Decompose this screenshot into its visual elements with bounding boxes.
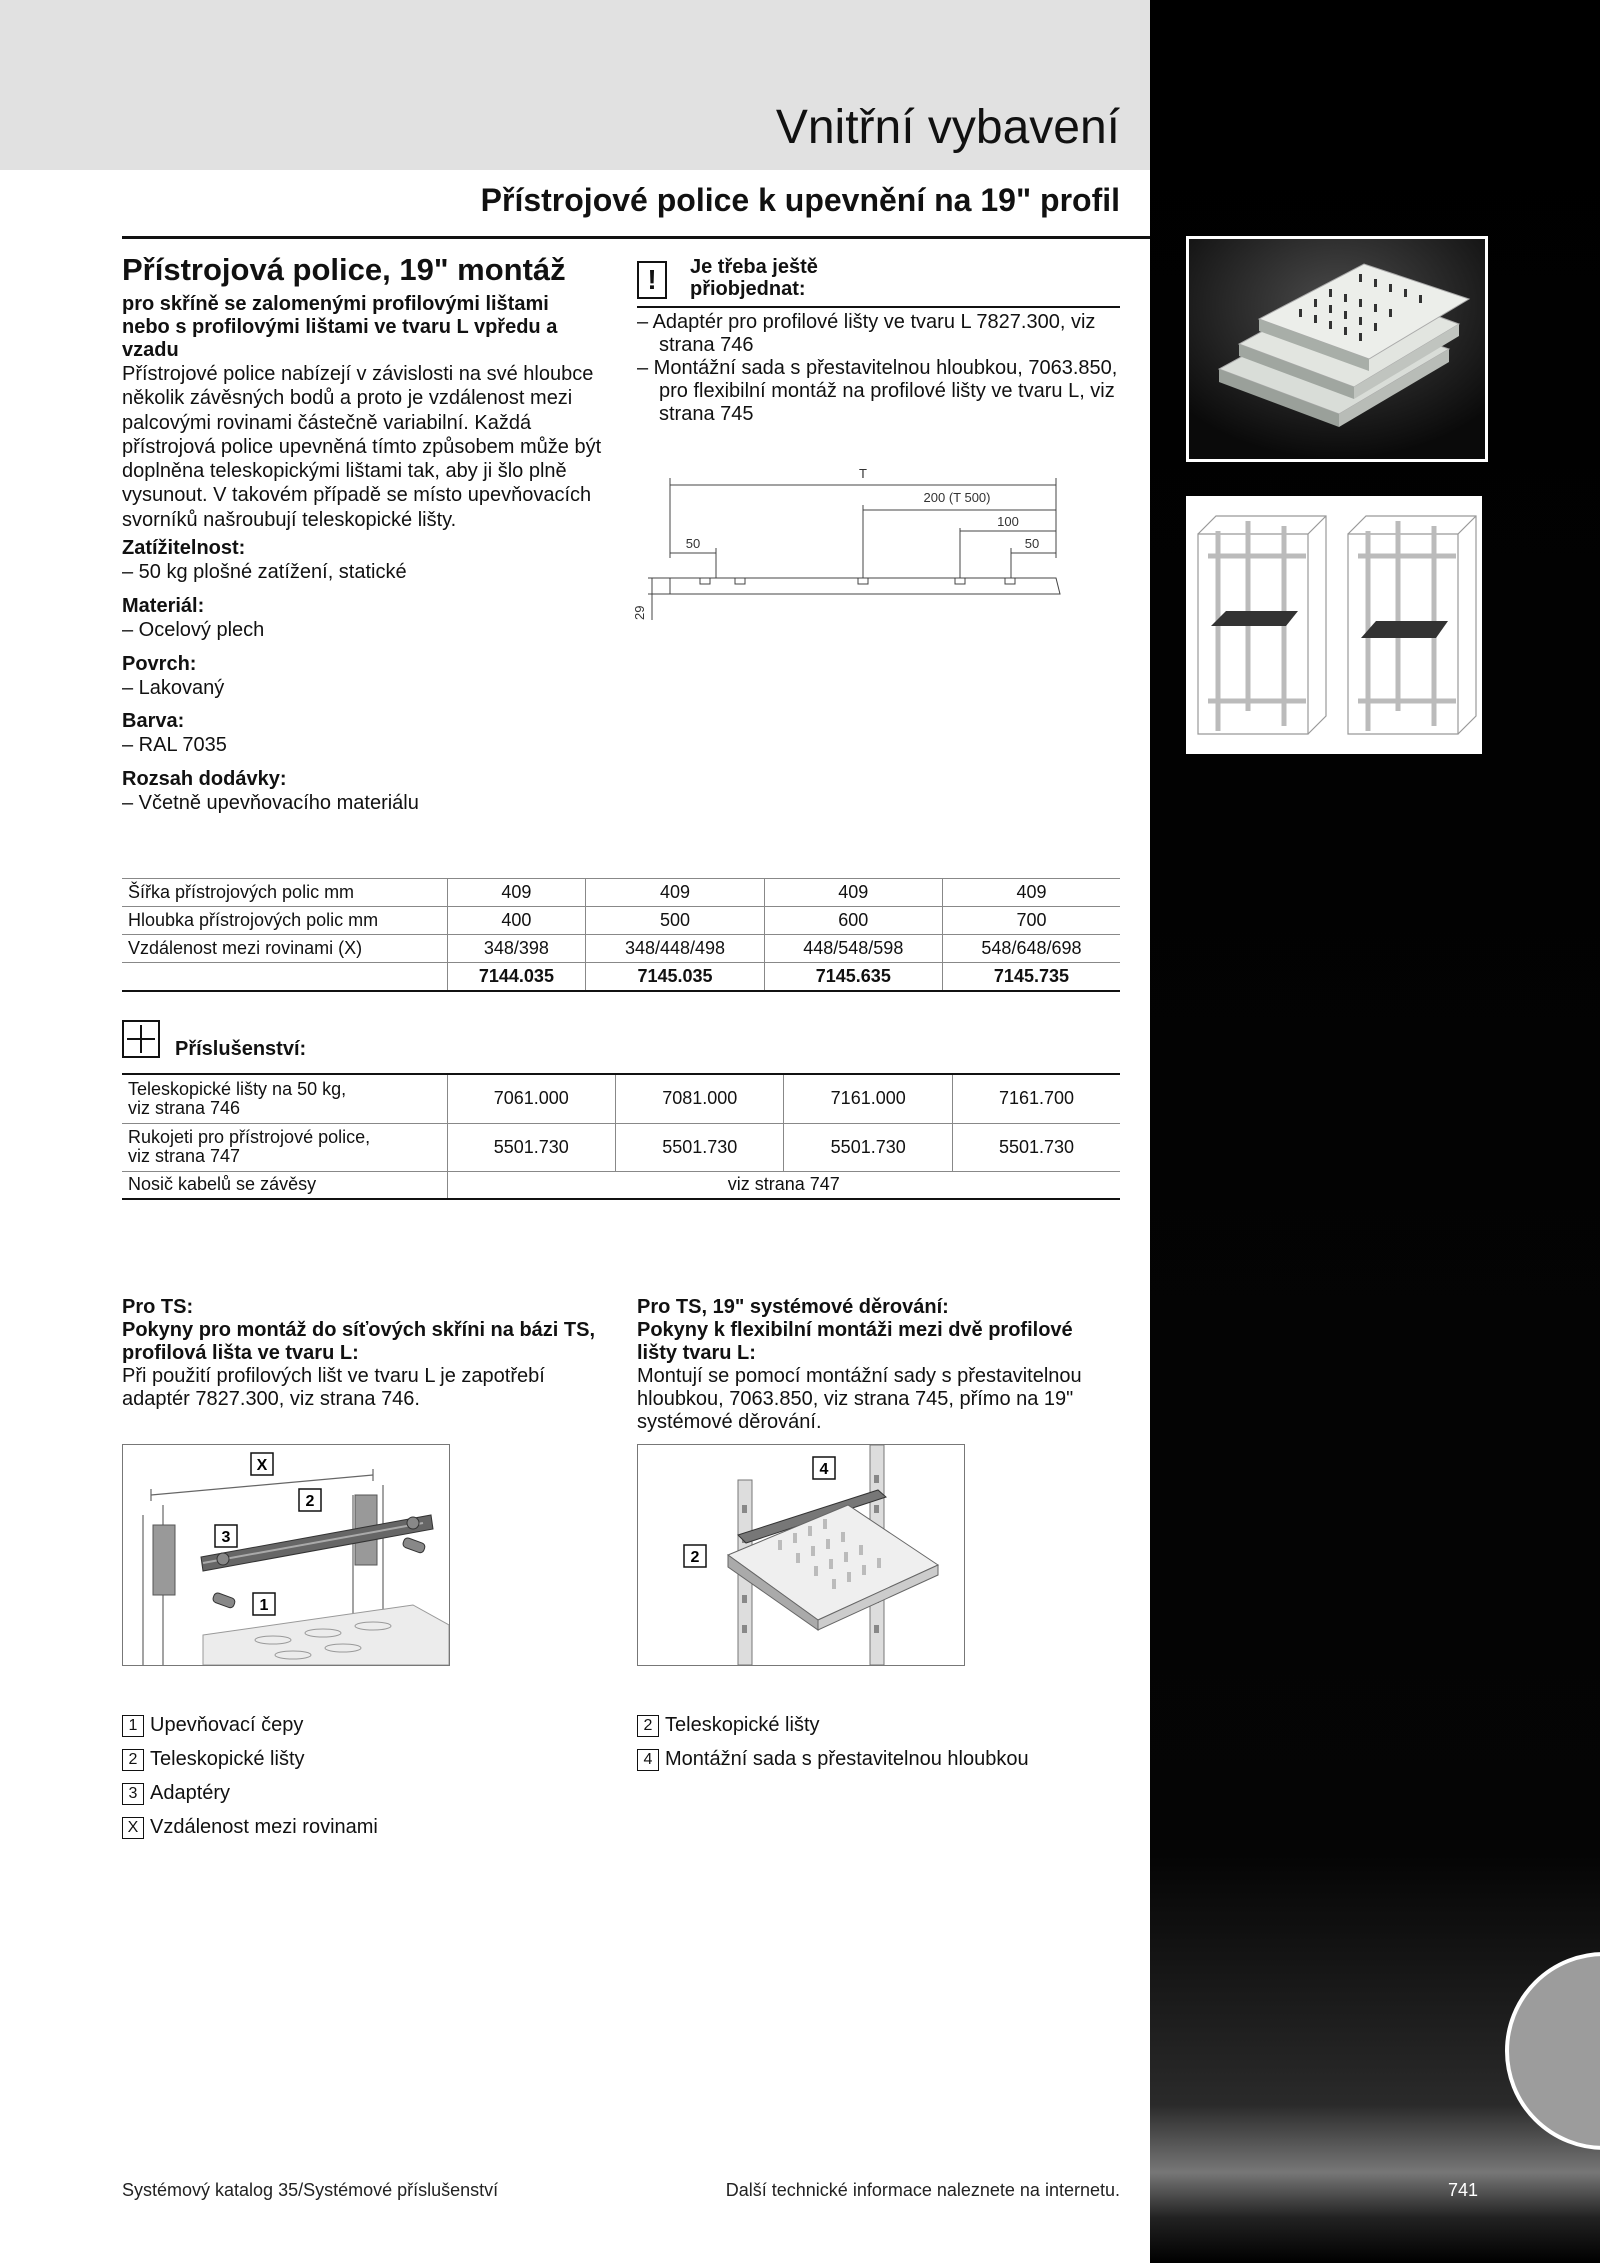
callout-label: X: [256, 1457, 268, 1474]
table-cell: 448/548/598: [764, 935, 942, 963]
legend-number: 2: [637, 1715, 659, 1737]
table-cell: 5501.730: [615, 1123, 783, 1171]
legend-number: 3: [122, 1783, 144, 1805]
note-title: Pro TS:: [122, 1296, 194, 1318]
legend-text: Vzdálenost mezi rovinami: [150, 1816, 378, 1838]
row-label-line: Rukojeti pro přístrojové police,: [128, 1127, 371, 1147]
order-number: 7144.035: [447, 963, 586, 992]
legend-text: Montážní sada s přestavitelnou hloubkou: [665, 1748, 1029, 1770]
spec-label: Zatížitelnost:: [122, 537, 246, 559]
table-cell: 400: [447, 907, 586, 935]
order-note-list: [637, 311, 1120, 426]
spec-colour: [122, 709, 602, 757]
dim-label: 29: [632, 605, 647, 620]
spec-value: – Ocelový plech: [122, 619, 265, 641]
table-row: [122, 1171, 1120, 1199]
spec-surface: [122, 652, 602, 700]
depth-kit-drawing: [638, 1445, 964, 1665]
table-cell: 500: [586, 907, 764, 935]
table-cell: 409: [764, 879, 942, 907]
product-photo: [1186, 236, 1488, 462]
cabinet-shelf-drawing: [1186, 496, 1482, 754]
legend-number: 4: [637, 1749, 659, 1771]
table-cell: 348/398: [447, 935, 586, 963]
row-label: Nosič kabelů se závěsy: [122, 1171, 447, 1199]
legend-item: [637, 1708, 1029, 1742]
row-label-line: viz strana 746: [128, 1097, 241, 1118]
note-text: Při použití profilových lišt ve tvaru L je zapotřebí adaptér 7827.300, viz strana 746.: [122, 1365, 545, 1410]
dim-label: T: [859, 466, 867, 481]
legend-text: Teleskopické lišty: [150, 1748, 305, 1770]
row-label: [122, 1075, 447, 1123]
table-cell: 7081.000: [615, 1075, 783, 1123]
dim-label: 50: [685, 536, 701, 551]
note-subtitle: Pokyny k flexibilní montáži mezi dvě profilové lišty tvaru L:: [637, 1319, 1073, 1364]
row-label: [122, 1123, 447, 1171]
table-row: [122, 907, 1120, 935]
accessories-title: Příslušenství:: [175, 1038, 307, 1060]
dim-label: 200 (T 500): [923, 490, 991, 505]
table-cell: 5501.730: [952, 1123, 1120, 1171]
legend-right: [637, 1708, 1029, 1776]
table-cell: 548/648/698: [942, 935, 1120, 963]
callout-label: 3: [221, 1529, 231, 1546]
product-subtitle: pro skříně se zalomenými profilovými lištami nebo s profilovými lištami ve tvaru L vpředu a vzadu: [122, 293, 558, 361]
table-cell: 7161.000: [784, 1075, 952, 1123]
legend-item: [122, 1810, 378, 1844]
note-right: [637, 1296, 1117, 1434]
spec-label: Barva:: [122, 710, 185, 732]
row-label: Šířka přístrojových polic mm: [122, 879, 447, 907]
page-subtitle: Přístrojové police k upevnění na 19" profil: [480, 182, 1120, 218]
mounting-figure-right: [637, 1444, 965, 1666]
spec-value: – Lakovaný: [122, 677, 225, 699]
order-number: 7145.735: [942, 963, 1120, 992]
table-cell: 348/448/498: [586, 935, 764, 963]
legend-item: [637, 1742, 1029, 1776]
row-label: Hloubka přístrojových polic mm: [122, 907, 447, 935]
row-label-line: viz strana 747: [128, 1146, 241, 1166]
row-label: Vzdálenost mezi rovinami (X): [122, 935, 447, 963]
note-subtitle: Pokyny pro montáž do síťových skříni na bázi TS, profilová lišta ve tvaru L:: [122, 1319, 596, 1364]
legend-text: Teleskopické lišty: [665, 1714, 820, 1736]
table-cell: 7161.700: [952, 1075, 1120, 1123]
rail-adapter-drawing: [123, 1445, 449, 1665]
table-cell: 600: [764, 907, 942, 935]
legend-number: 1: [122, 1715, 144, 1737]
spec-value: – RAL 7035: [122, 734, 227, 756]
order-number: 7145.635: [764, 963, 942, 992]
legend-item: [122, 1708, 378, 1742]
spec-value: – 50 kg plošné zatížení, statické: [122, 561, 407, 583]
order-note-divider: [637, 306, 1120, 308]
product-description: Přístrojové police nabízejí v závislosti na své hloubce několik závěsných bodů a proto je vzdálenost mezi palcovými rovinami částečně variabilní. Každá přístrojová police upevněná tímto způsobem může být doplněna teleskopickými lištami tak, aby ji šlo plně vysunout. V takovém případě se místo upevňovacích svorníků našroubují teleskopické lišty.: [122, 363, 602, 531]
table-cell: 409: [447, 879, 586, 907]
table-row: [122, 1123, 1120, 1171]
spec-label: Materiál:: [122, 595, 205, 617]
note-left: [122, 1296, 602, 1411]
table-cell: 5501.730: [447, 1123, 615, 1171]
table-cell: 700: [942, 907, 1120, 935]
exclamation-icon: !: [637, 261, 667, 299]
page-number: 741: [1448, 2180, 1479, 2200]
spec-load: [122, 536, 602, 584]
note-text: Montují se pomocí montážní sady s přestavitelnou hloubkou, 7063.850, viz strana 745, přímo na 19" systémové děrování.: [637, 1365, 1082, 1433]
footer-catalog: Systémový katalog 35/Systémové příslušenství: [122, 2180, 499, 2200]
dim-label: 50: [1024, 536, 1040, 551]
spec-label: Rozsah dodávky:: [122, 768, 287, 790]
cabinet-illustration: [1186, 496, 1482, 754]
note-title: Pro TS, 19" systémové děrování:: [637, 1296, 949, 1318]
table-row: [122, 1075, 1120, 1123]
legend-text: Adaptéry: [150, 1782, 231, 1804]
footer-internet-note: Další technické informace naleznete na internetu.: [725, 2180, 1120, 2200]
legend-text: Upevňovací čepy: [150, 1714, 304, 1736]
list-item: – Montážní sada s přestavitelnou hloubkou, 7063.850, pro flexibilní montáž na profilové lišty ve tvaru L, viz strana 745: [637, 357, 1118, 425]
table-cell: 409: [942, 879, 1120, 907]
spec-value: – Včetně upevňovacího materiálu: [122, 792, 419, 814]
legend-left: [122, 1708, 378, 1844]
mounting-figure-left: [122, 1444, 450, 1666]
legend-item: [122, 1742, 378, 1776]
accessories-table: [122, 1075, 1120, 1200]
dim-label: 100: [997, 514, 1019, 529]
legend-number: 2: [122, 1749, 144, 1771]
title-divider: [122, 236, 1150, 239]
callout-label: 2: [305, 1493, 315, 1510]
spec-label: Povrch:: [122, 653, 197, 675]
table-row-order-numbers: [122, 963, 1120, 992]
list-item: – Adaptér pro profilové lišty ve tvaru L 7827.300, viz strana 746: [637, 311, 1096, 356]
callout-label: 1: [259, 1597, 269, 1614]
table-cell: 5501.730: [784, 1123, 952, 1171]
plus-icon: [122, 1020, 160, 1058]
dimension-drawing: [630, 460, 1110, 630]
spec-supply: [122, 767, 602, 815]
legend-item: [122, 1776, 378, 1810]
table-cell: 7061.000: [447, 1075, 615, 1123]
product-title: Přístrojová police, 19" montáž: [122, 252, 566, 287]
section-title: Vnitřní vybavení: [775, 101, 1120, 154]
table-row: [122, 879, 1120, 907]
row-label-line: Teleskopické lišty na 50 kg,: [128, 1078, 347, 1099]
spec-material: [122, 594, 602, 642]
table-row: [122, 935, 1120, 963]
row-label: [122, 963, 447, 992]
shelf-photo-illustration: [1189, 239, 1485, 459]
legend-number: X: [122, 1817, 144, 1839]
order-number: 7145.035: [586, 963, 764, 992]
table-cell: viz strana 747: [447, 1171, 1120, 1199]
callout-label: 4: [819, 1461, 829, 1478]
callout-label: 2: [690, 1549, 700, 1566]
table-cell: 409: [586, 879, 764, 907]
order-note-title: Je třeba ještě přiobjednat:: [690, 256, 818, 300]
product-table: [122, 878, 1120, 992]
